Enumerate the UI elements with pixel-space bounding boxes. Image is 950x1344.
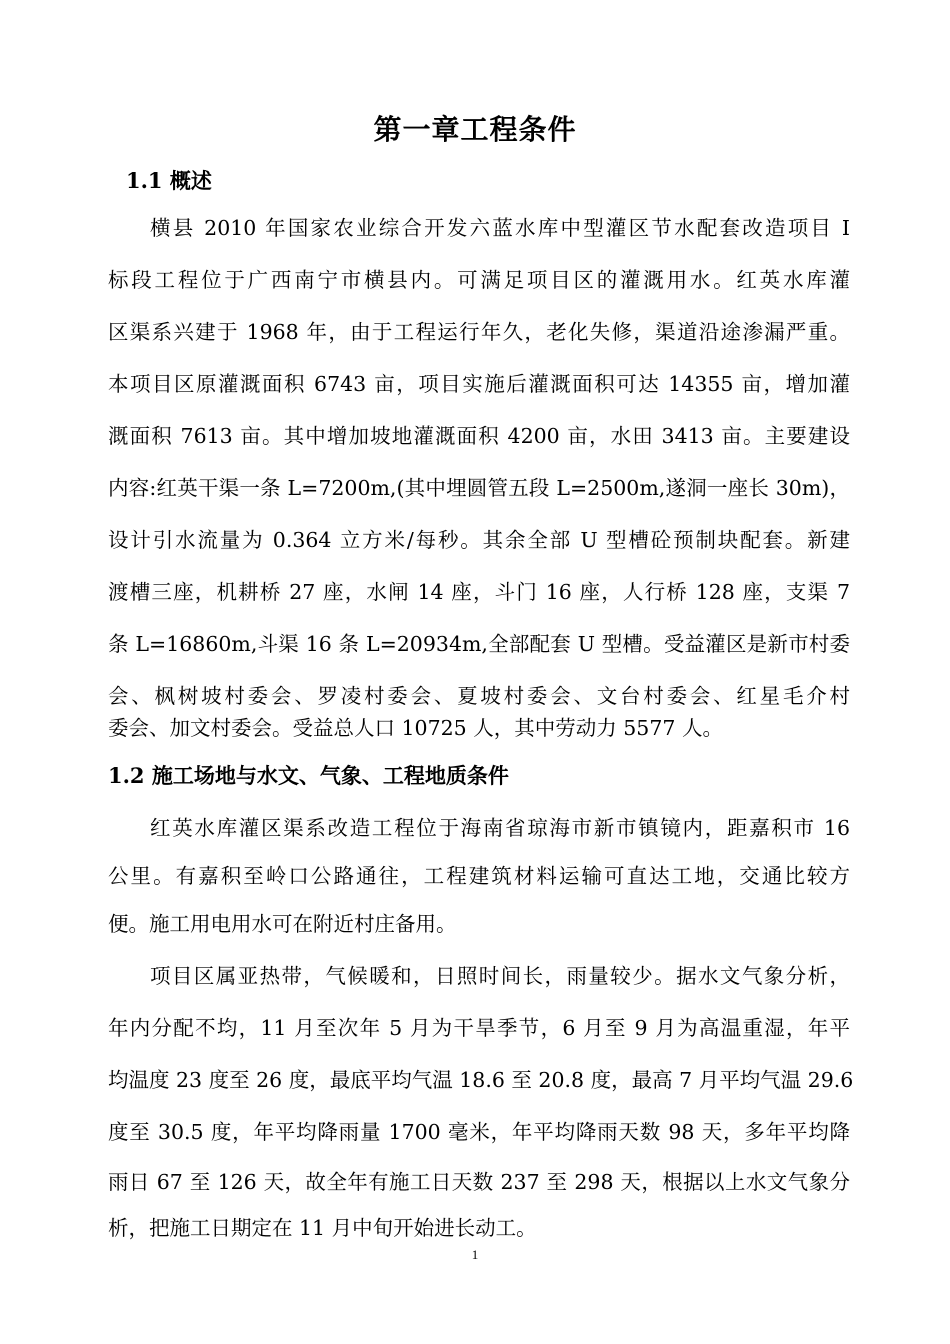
paragraph-line: 红英水库灌区渠系改造工程位于海南省琼海市新市镇镜内，距嘉积市 16	[150, 816, 850, 840]
section-heading-site-conditions: 1.2 施工场地与水文、气象、工程地质条件	[108, 763, 509, 788]
paragraph-line: 设计引水流量为 0.364 立方米/每秒。其余全部 U 型槽砼预制块配套。新建	[108, 528, 850, 552]
paragraph-line: 雨日 67 至 126 天，故全年有施工日天数 237 至 298 天，根据以上水文气象分	[108, 1170, 850, 1194]
paragraph-line: 析，把施工日期定在 11 月中旬开始进长动工。	[108, 1216, 537, 1240]
page-number: 1	[471, 1247, 479, 1262]
paragraph-line: 委会、加文村委会。受益总人口 10725 人，其中劳动力 5577 人。	[108, 716, 723, 740]
paragraph-line: 便。施工用电用水可在附近村庄备用。	[108, 912, 457, 936]
section-heading-overview: 1.1 概述	[126, 168, 212, 193]
paragraph-line: 会、枫树坡村委会、罗凌村委会、夏坡村委会、文台村委会、红星毛介村	[108, 684, 850, 708]
paragraph-line: 标段工程位于广西南宁市横县内。可满足项目区的灌溉用水。红英水库灌	[108, 268, 850, 292]
paragraph-line: 横县 2010 年国家农业综合开发六蓝水库中型灌区节水配套改造项目 I	[150, 216, 850, 240]
paragraph-line: 本项目区原灌溉面积 6743 亩，项目实施后灌溉面积可达 14355 亩，增加灌	[108, 372, 850, 396]
paragraph-line: 条 L=16860m,斗渠 16 条 L=20934m,全部配套 U 型槽。受益灌区是新市村委	[108, 632, 850, 656]
paragraph-line: 内容:红英干渠一条 L=7200m,(其中埋圆管五段 L=2500m,遂洞一座长 30m)，	[108, 476, 850, 500]
paragraph-line: 溉面积 7613 亩。其中增加坡地灌溉面积 4200 亩，水田 3413 亩。主要建设	[108, 424, 850, 448]
paragraph-line: 公里。有嘉积至岭口公路通往，工程建筑材料运输可直达工地，交通比较方	[108, 864, 850, 888]
paragraph-line: 均温度 23 度至 26 度，最底平均气温 18.6 至 20.8 度，最高 7 月平均气温 29.6	[108, 1068, 854, 1092]
paragraph-line: 项目区属亚热带，气候暖和，日照时间长，雨量较少。据水文气象分析，	[150, 964, 850, 988]
chapter-title: 第一章工程条件	[373, 113, 577, 146]
paragraph-line: 年内分配不均，11 月至次年 5 月为干旱季节，6 月至 9 月为高温重湿，年平	[108, 1016, 850, 1040]
paragraph-line: 渡槽三座，机耕桥 27 座，水闸 14 座，斗门 16 座，人行桥 128 座，支渠 7	[108, 580, 850, 604]
paragraph-line: 度至 30.5 度，年平均降雨量 1700 毫米，年平均降雨天数 98 天，多年平均降	[108, 1120, 850, 1144]
paragraph-line: 区渠系兴建于 1968 年，由于工程运行年久，老化失修，渠道沿途渗漏严重。	[108, 320, 850, 344]
